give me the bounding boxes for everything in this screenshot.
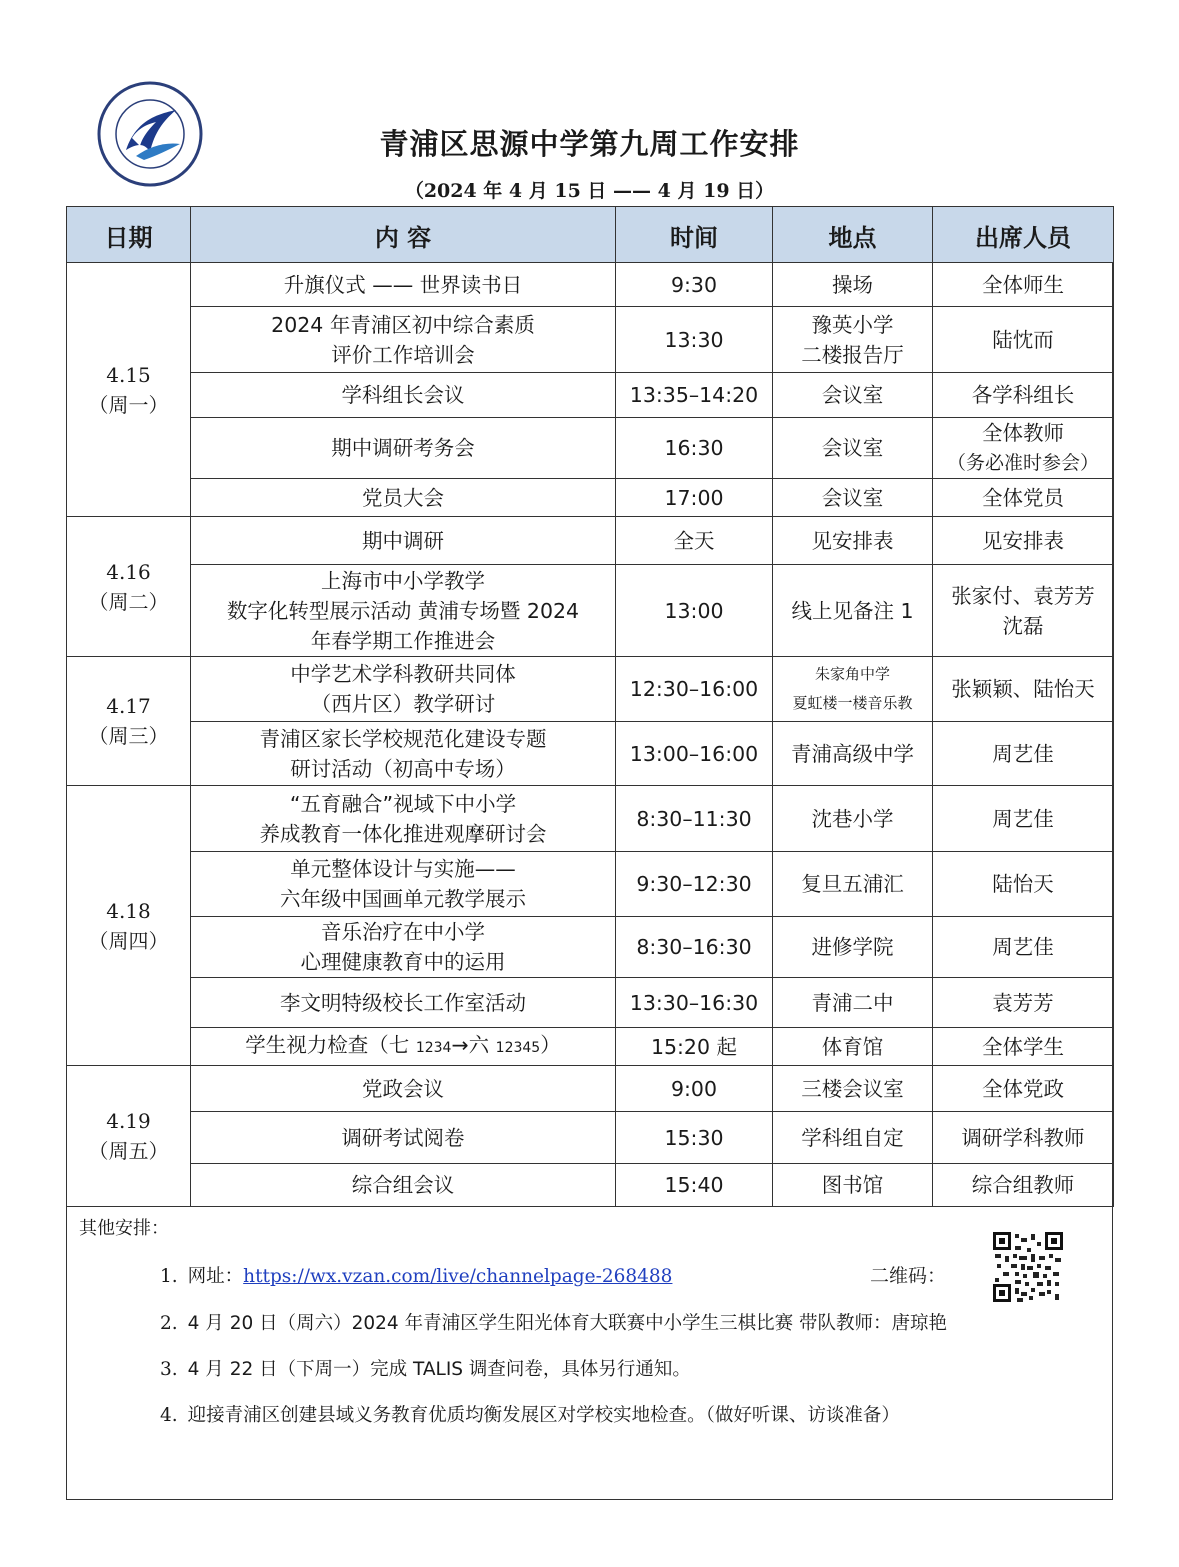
weekday-value: （周四） [88, 928, 169, 953]
date-cell [67, 1066, 191, 1207]
place-cell: 会议室 [773, 479, 933, 517]
content-cell: 单元整体设计与实施—— 六年级中国画单元教学展示 [191, 852, 616, 917]
note-item-1 [160, 1262, 672, 1288]
place-cell: 进修学院 [773, 917, 933, 978]
table-row [67, 917, 1114, 978]
time-cell: 全天 [616, 517, 773, 565]
content-part: →六 [451, 1033, 496, 1057]
note-text: 4 月 20 日（周六）2024 年青浦区学生阳光体育大联赛中小学生三棋比赛 带队教师：唐琼艳 [187, 1313, 947, 1334]
table-row [67, 307, 1114, 373]
table-row [67, 1066, 1114, 1112]
weekday-value: （周五） [88, 1139, 169, 1163]
content-cell: 上海市中小学教学 数字化转型展示活动 黄浦专场暨 2024 年春学期工作推进会 [191, 565, 616, 657]
content-cell: 青浦区家长学校规范化建设专题 研讨活动（初高中专场） [191, 722, 616, 786]
table-row [67, 517, 1114, 565]
people-cell: 周艺佳 [933, 917, 1114, 978]
other-heading: 其他安排： [79, 1218, 169, 1239]
time-cell: 15:40 [616, 1164, 773, 1207]
date-value: 4.15 [106, 362, 151, 387]
time-cell: 8:30–16:30 [616, 917, 773, 978]
date-cell [67, 263, 191, 517]
people-cell: 全体党政 [933, 1066, 1114, 1112]
people-cell: 周艺佳 [933, 722, 1114, 786]
time-cell: 13:30 [616, 307, 773, 373]
people-cell: 陆怡天 [933, 852, 1114, 917]
table-row [67, 373, 1114, 418]
date-range: （2024 年 4 月 15 日 —— 4 月 19 日） [404, 180, 775, 202]
people-note: （务必准时参会） [946, 452, 1099, 474]
table-row [67, 1164, 1114, 1207]
time-cell: 17:00 [616, 479, 773, 517]
date-value: 4.18 [106, 898, 151, 923]
note-label: 网址： [187, 1266, 244, 1287]
time-cell: 15:20 起 [616, 1028, 773, 1066]
time-cell: 9:00 [616, 1066, 773, 1112]
people-cell: 综合组教师 [933, 1164, 1114, 1207]
content-cell: 升旗仪式 —— 世界读书日 [191, 263, 616, 307]
table-row [67, 565, 1114, 657]
people-cell: 各学科组长 [933, 373, 1114, 418]
content-cell: 党员大会 [191, 479, 616, 517]
note-number: 3. [160, 1359, 178, 1380]
table-row [67, 418, 1114, 479]
place-cell: 青浦二中 [773, 978, 933, 1028]
people-value: 全体教师 [982, 421, 1064, 445]
place-cell: 朱家角中学 夏虹楼一楼音乐教 [773, 657, 933, 722]
table-row [67, 1112, 1114, 1164]
header-place: 地点 [773, 207, 933, 263]
content-cell: 党政会议 [191, 1066, 616, 1112]
table-row [67, 786, 1114, 852]
place-cell: 沈巷小学 [773, 786, 933, 852]
qr-code-label: 二维码： [870, 1265, 947, 1287]
note-text: 4 月 22 日（下周一）完成 TALIS 调查问卷，具体另行通知。 [187, 1359, 691, 1380]
people-cell: 张颖颖、陆怡天 [933, 657, 1114, 722]
table-row [67, 722, 1114, 786]
time-cell: 13:35–14:20 [616, 373, 773, 418]
content-part: 学生视力检查（七 [245, 1033, 416, 1057]
weekday-value: （周二） [88, 589, 169, 614]
people-cell: 全体师生 [933, 263, 1114, 307]
header-date: 日期 [67, 207, 191, 263]
place-cell: 图书馆 [773, 1164, 933, 1207]
table-row [67, 263, 1114, 307]
content-cell: 学科组长会议 [191, 373, 616, 418]
content-cell: 期中调研 [191, 517, 616, 565]
content-cell [191, 1028, 616, 1066]
note-item-2 [160, 1309, 947, 1335]
channel-link[interactable]: https://wx.vzan.com/live/channelpage-268488 [243, 1266, 673, 1287]
date-value: 4.16 [106, 559, 151, 584]
place-cell: 三楼会议室 [773, 1066, 933, 1112]
time-cell: 12:30–16:00 [616, 657, 773, 722]
people-cell: 见安排表 [933, 517, 1114, 565]
qr-code[interactable] [993, 1232, 1063, 1302]
weekday-value: （周三） [88, 724, 169, 748]
table-row [67, 978, 1114, 1028]
people-cell: 袁芳芳 [933, 978, 1114, 1028]
note-item-3 [160, 1355, 691, 1381]
note-number: 2. [160, 1313, 178, 1334]
content-cell: 李文明特级校长工作室活动 [191, 978, 616, 1028]
people-cell [933, 418, 1114, 479]
time-cell: 13:00 [616, 565, 773, 657]
content-cell: 调研考试阅卷 [191, 1112, 616, 1164]
people-cell: 调研学科教师 [933, 1112, 1114, 1164]
date-cell [67, 657, 191, 786]
table-row [67, 657, 1114, 722]
header-content: 内 容 [191, 207, 616, 263]
time-cell: 15:30 [616, 1112, 773, 1164]
content-cell: 期中调研考务会 [191, 418, 616, 479]
grade-classes: 12345 [495, 1040, 541, 1056]
weekday-value: （周一） [88, 392, 169, 417]
content-cell: 综合组会议 [191, 1164, 616, 1207]
note-number: 1. [160, 1266, 178, 1287]
date-value: 4.19 [106, 1109, 151, 1133]
note-item-4 [160, 1401, 900, 1427]
time-cell: 8:30–11:30 [616, 786, 773, 852]
content-cell: 音乐治疗在中小学 心理健康教育中的运用 [191, 917, 616, 978]
place-cell: 见安排表 [773, 517, 933, 565]
people-cell: 周艺佳 [933, 786, 1114, 852]
table-row [67, 852, 1114, 917]
page-title: 青浦区思源中学第九周工作安排 [379, 127, 800, 161]
grade-classes: 1234 [415, 1040, 452, 1056]
note-number: 4. [160, 1405, 178, 1426]
place-cell: 青浦高级中学 [773, 722, 933, 786]
table-row [67, 1028, 1114, 1066]
place-cell: 操场 [773, 263, 933, 307]
content-part: ） [540, 1033, 561, 1057]
place-cell: 体育馆 [773, 1028, 933, 1066]
content-cell: “五育融合”视域下中小学 养成教育一体化推进观摩研讨会 [191, 786, 616, 852]
date-cell [67, 517, 191, 657]
time-cell: 9:30 [616, 263, 773, 307]
content-cell: 2024 年青浦区初中综合素质 评价工作培训会 [191, 307, 616, 373]
table-header-row [67, 207, 1114, 263]
place-cell: 会议室 [773, 373, 933, 418]
people-cell: 陆忱而 [933, 307, 1114, 373]
place-cell: 学科组自定 [773, 1112, 933, 1164]
header-people: 出席人员 [933, 207, 1114, 263]
place-cell: 复旦五浦汇 [773, 852, 933, 917]
date-value: 4.17 [106, 694, 151, 718]
time-cell: 13:00–16:00 [616, 722, 773, 786]
time-cell: 9:30–12:30 [616, 852, 773, 917]
content-cell: 中学艺术学科教研共同体 （西片区）教学研讨 [191, 657, 616, 722]
note-text: 迎接青浦区创建县域义务教育优质均衡发展区对学校实地检查。（做好听课、访谈准备） [187, 1405, 900, 1426]
date-cell [67, 786, 191, 1066]
people-cell: 张家付、袁芳芳 沈磊 [933, 565, 1114, 657]
place-cell: 豫英小学 二楼报告厅 [773, 307, 933, 373]
place-cell: 线上见备注 1 [773, 565, 933, 657]
header-time: 时间 [616, 207, 773, 263]
time-cell: 16:30 [616, 418, 773, 479]
place-cell: 会议室 [773, 418, 933, 479]
time-cell: 13:30–16:30 [616, 978, 773, 1028]
people-cell: 全体党员 [933, 479, 1114, 517]
people-cell: 全体学生 [933, 1028, 1114, 1066]
table-row [67, 479, 1114, 517]
schedule-table [66, 206, 1114, 1207]
